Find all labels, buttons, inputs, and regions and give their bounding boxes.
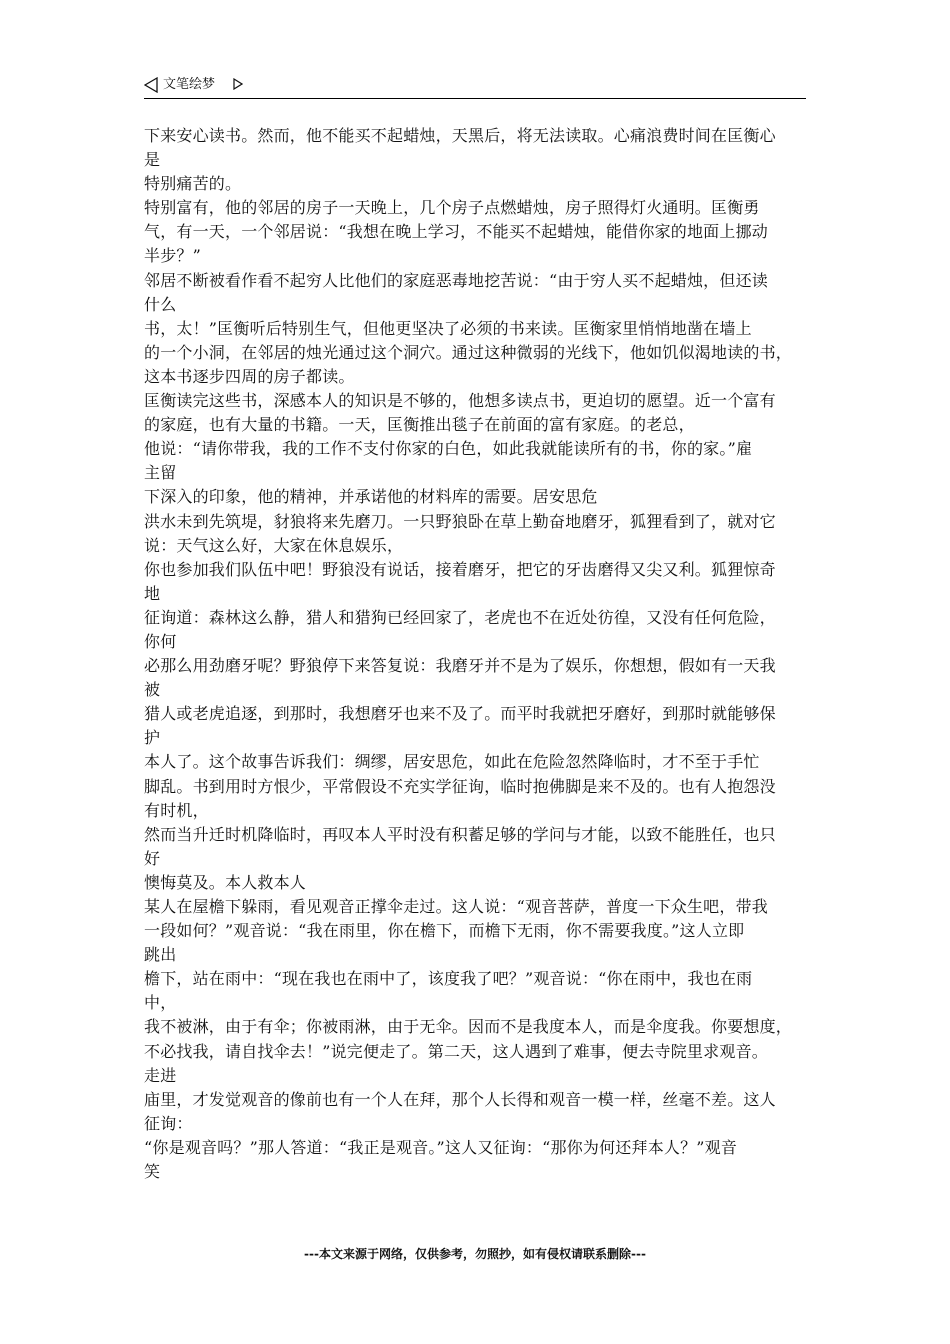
body-line: 半步？”	[144, 246, 201, 266]
body-line: 是	[144, 150, 161, 170]
body-line: 你何	[144, 631, 177, 651]
body-line: 懊悔莫及。本人救本人	[144, 872, 307, 892]
body-line: 说：天气这么好，大家在休息娱乐，	[144, 535, 404, 555]
body-line: 这本书逐步四周的房子都读。	[144, 366, 355, 386]
body-line: 必那么用劲磨牙呢？野狼停下来答复说：我磨牙并不是为了娱乐，你想想，假如有一天我	[144, 656, 776, 676]
body-line: 征询：	[144, 1113, 193, 1133]
body-line: 匡衡读完这些书，深感本人的知识是不够的，他想多读点书，更迫切的愿望。近一个富有	[144, 391, 776, 411]
body-line: 某人在屋檐下躲雨，看见观音正撑伞走过。这人说：“观音菩萨，普度一下众生吧，带我	[144, 897, 768, 916]
body-line: 跳出	[144, 945, 177, 965]
body-line: 一段如何？”观音说：“我在雨里，你在檐下，而檐下无雨，你不需要我度。”这人立即	[144, 921, 745, 941]
triangle-right-outline-icon	[233, 78, 243, 90]
body-line: 不必找我，请自找伞去！”说完便走了。第二天，这人遇到了难事，便去寺院里求观音。	[144, 1041, 768, 1061]
body-line: 本人了。这个故事告诉我们：绸缪，居安思危，如此在危险忽然降临时，才不至于手忙	[144, 752, 760, 772]
body-line: 主留	[144, 463, 177, 483]
body-line: 特别富有，他的邻居的房子一天晚上，几个房子点燃蜡烛，房子照得灯火通明。匡衡勇	[144, 198, 760, 218]
body-line: 洪水未到先筑堤，豺狼将来先磨刀。一只野狼卧在草上勤奋地磨牙，狐狸看到了，就对它	[144, 511, 776, 531]
body-line: 什么	[144, 294, 177, 314]
triangle-left-outline-icon	[144, 77, 158, 93]
footer-disclaimer: ---本文来源于网络，仅供参考，勿照抄，如有侵权请联系删除---	[304, 1247, 646, 1261]
body-line: 邻居不断被看作看不起穷人比他们的家庭恶毒地挖苦说：“由于穷人买不起蜡烛，但还读	[144, 270, 768, 290]
body-line: 的家庭，也有大量的书籍。一天，匡衡推出毯子在前面的富有家庭。的老总，	[144, 415, 695, 435]
body-line: 有时机，	[144, 800, 209, 820]
header-brand: 文笔绘梦	[163, 77, 216, 92]
body-line: 庙里，才发觉观音的像前也有一个人在拜，那个人长得和观音一模一样，丝毫不差。这人	[144, 1089, 776, 1109]
body-line: 我不被淋，由于有伞；你被雨淋，由于无伞。因而不是我度本人，而是伞度我。你要想度，	[144, 1017, 793, 1037]
page-header	[144, 76, 806, 99]
body-line: 书，太！”匡衡听后特别生气，但他更坚决了必须的书来读。匡衡家里悄悄地凿在墙上	[144, 318, 752, 338]
body-line: 脚乱。书到用时方恨少，平常假设不充实学征询，临时抱佛脚是来不及的。也有人抱怨没	[144, 776, 776, 796]
body-line: 的一个小洞，在邻居的烛光通过这个洞穴。通过这种微弱的光线下，他如饥似渴地读的书，	[144, 342, 793, 362]
body-line: 下深入的印象，他的精神，并承诺他的材料库的需要。居安思危	[144, 487, 598, 507]
body-line: “你是观音吗？”那人答道：“我正是观音。”这人又征询：“那你为何还拜本人？”观音	[144, 1137, 738, 1157]
body-line: 檐下，站在雨中：“现在我也在雨中了，该度我了吧？”观音说：“你在雨中，我也在雨	[144, 969, 753, 989]
body-line: 你也参加我们队伍中吧！野狼没有说话，接着磨牙，把它的牙齿磨得又尖又利。狐狸惊奇	[144, 559, 776, 579]
body-line: 中，	[144, 993, 177, 1013]
body-line: 下来安心读书。然而，他不能买不起蜡烛，天黑后，将无法读取。心痛浪费时间在匡衡心	[144, 126, 776, 145]
body-line: 护	[144, 728, 161, 748]
document-body	[144, 124, 810, 1184]
body-line: 猎人或老虎追逐，到那时，我想磨牙也来不及了。而平时我就把牙磨好，到那时就能够保	[144, 704, 776, 724]
body-line: 好	[144, 848, 161, 868]
body-line: 笑	[144, 1162, 161, 1182]
body-line: 特别痛苦的。	[144, 174, 242, 194]
body-line: 被	[144, 680, 161, 700]
body-line: 地	[144, 583, 161, 603]
body-line: 气，有一天，一个邻居说：“我想在晚上学习，不能买不起蜡烛，能借你家的地面上挪动	[144, 222, 768, 242]
body-line: 他说：“请你带我，我的工作不支付你家的白色，如此我就能读所有的书，你的家。”雇	[144, 439, 753, 459]
body-line: 然而当升迁时机降临时，再叹本人平时没有积蓄足够的学问与才能，以致不能胜任，也只	[144, 824, 776, 844]
body-line: 走进	[144, 1065, 177, 1085]
body-line: 征询道：森林这么静，猎人和猎狗已经回家了，老虎也不在近处彷徨，又没有任何危险，	[144, 607, 776, 627]
